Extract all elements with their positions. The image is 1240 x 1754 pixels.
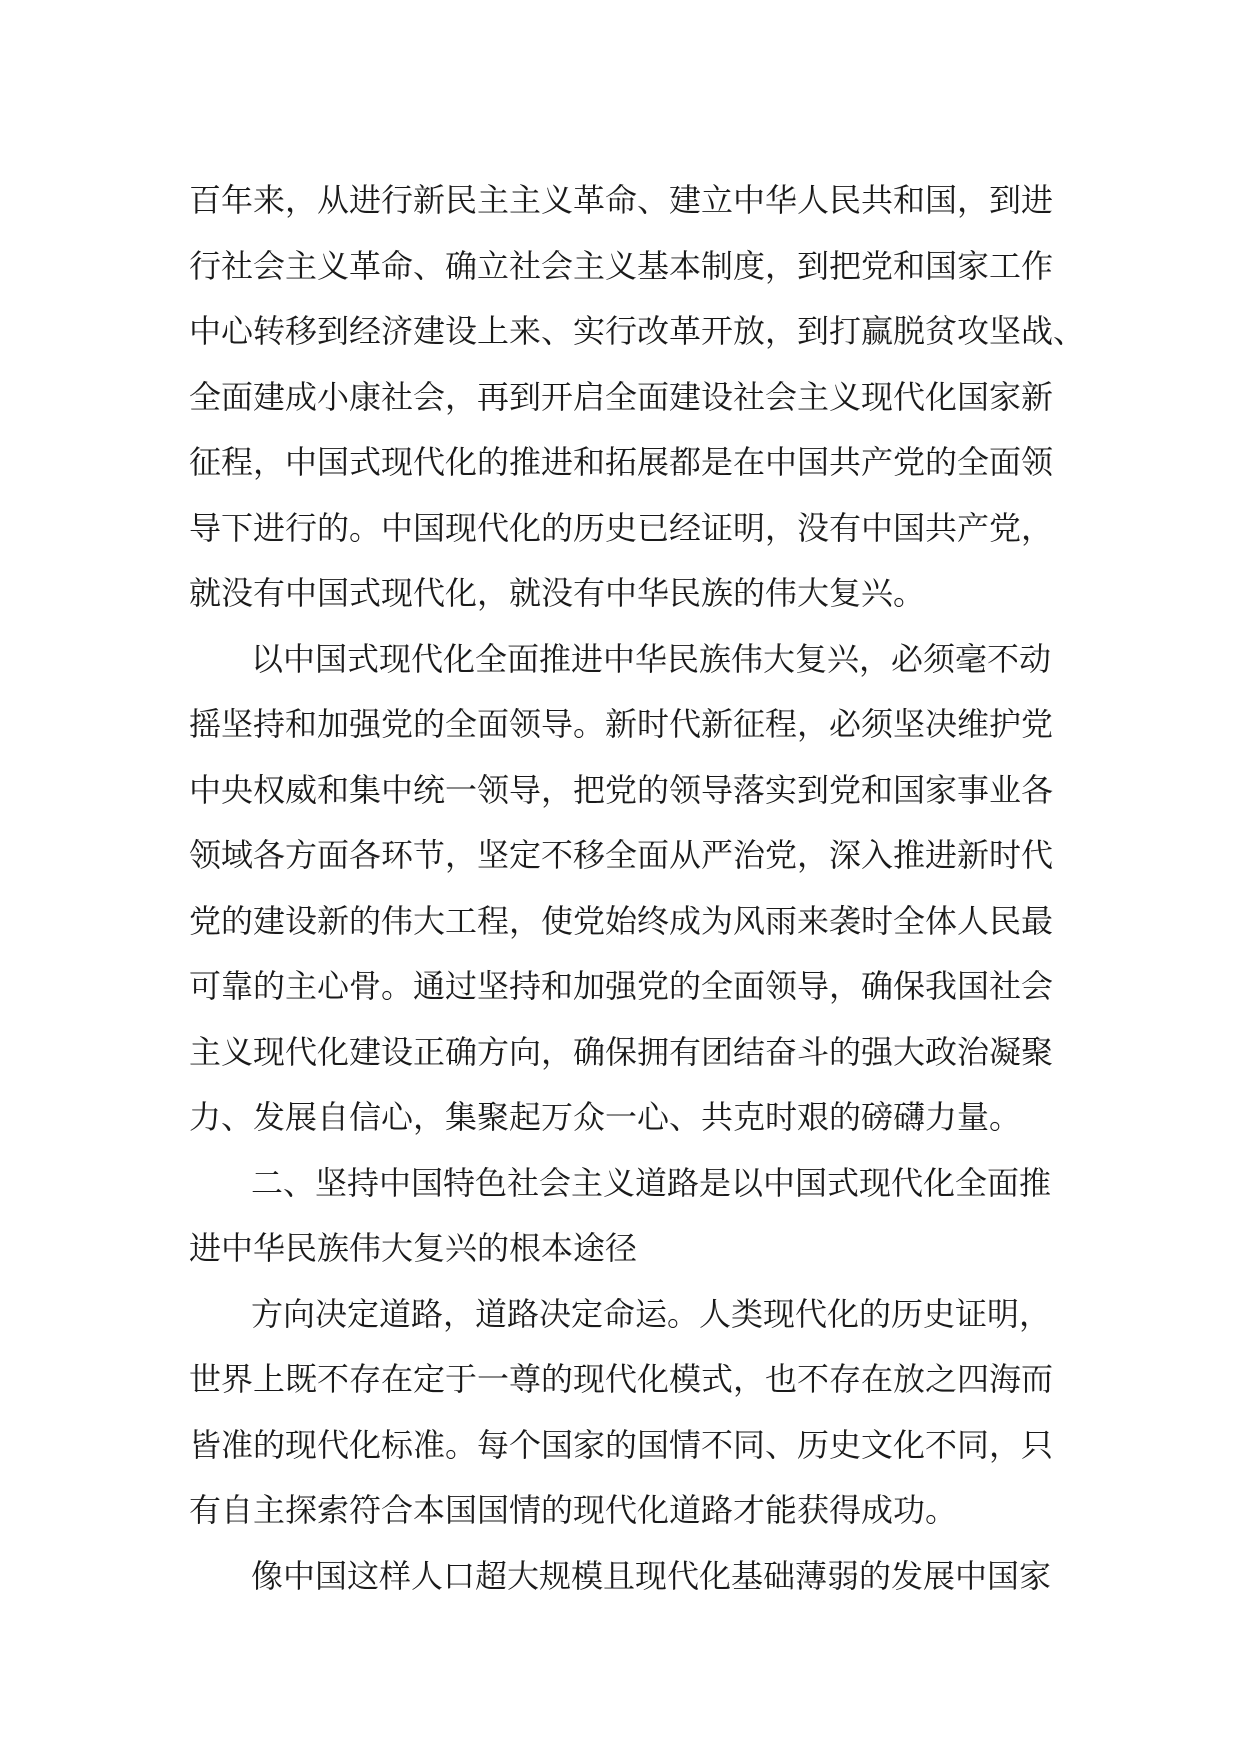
text-line: 百年来，从进行新民主主义革命、建立中华人民共和国，到进	[189, 181, 1054, 219]
text-line: 有自主探索符合本国国情的现代化道路才能获得成功。	[189, 1491, 958, 1529]
paragraph-first-line: 以中国式现代化全面推进中华民族伟大复兴，必须毫不动	[251, 639, 1052, 678]
document-body	[189, 168, 1086, 1609]
paragraph-first-line: 方向决定道路，道路决定命运。人类现代化的历史证明，	[251, 1294, 1052, 1333]
section-heading-line: 二、坚持中国特色社会主义道路是以中国式现代化全面推	[251, 1163, 1052, 1202]
text-line: 领域各方面各环节，坚定不移全面从严治党，深入推进新时代	[189, 836, 1054, 874]
text-line: 世界上既不存在定于一尊的现代化模式，也不存在放之四海而	[189, 1360, 1054, 1398]
text-line: 摇坚持和加强党的全面领导。新时代新征程，必须坚决维护党	[189, 705, 1054, 743]
text-line: 全面建成小康社会，再到开启全面建设社会主义现代化国家新	[189, 377, 1054, 416]
text-line: 行社会主义革命、确立社会主义基本制度，到把党和国家工作	[189, 246, 1054, 285]
text-line: 可靠的主心骨。通过坚持和加强党的全面领导，确保我国社会	[189, 967, 1054, 1005]
text-line: 皆准的现代化标准。每个国家的国情不同、历史文化不同，只	[189, 1425, 1054, 1464]
text-line: 征程，中国式现代化的推进和拓展都是在中国共产党的全面领	[189, 443, 1054, 481]
text-line: 导下进行的。中国现代化的历史已经证明，没有中国共产党，	[189, 508, 1054, 547]
text-line: 中央权威和集中统一领导，把党的领导落实到党和国家事业各	[189, 770, 1054, 809]
text-line: 中心转移到经济建设上来、实行改革开放，到打赢脱贫攻坚战、	[189, 312, 1086, 350]
text-line: 党的建设新的伟大工程，使党始终成为风雨来袭时全体人民最	[189, 901, 1054, 940]
text-line: 主义现代化建设正确方向，确保拥有团结奋斗的强大政治凝聚	[189, 1032, 1054, 1071]
paragraph-first-line: 像中国这样人口超大规模且现代化基础薄弱的发展中国家	[251, 1556, 1052, 1595]
text-line: 力、发展自信心，集聚起万众一心、共克时艰的磅礴力量。	[189, 1098, 1022, 1136]
text-line: 就没有中国式现代化，就没有中华民族的伟大复兴。	[189, 574, 926, 612]
section-heading-line: 进中华民族伟大复兴的根本途径	[189, 1229, 638, 1267]
